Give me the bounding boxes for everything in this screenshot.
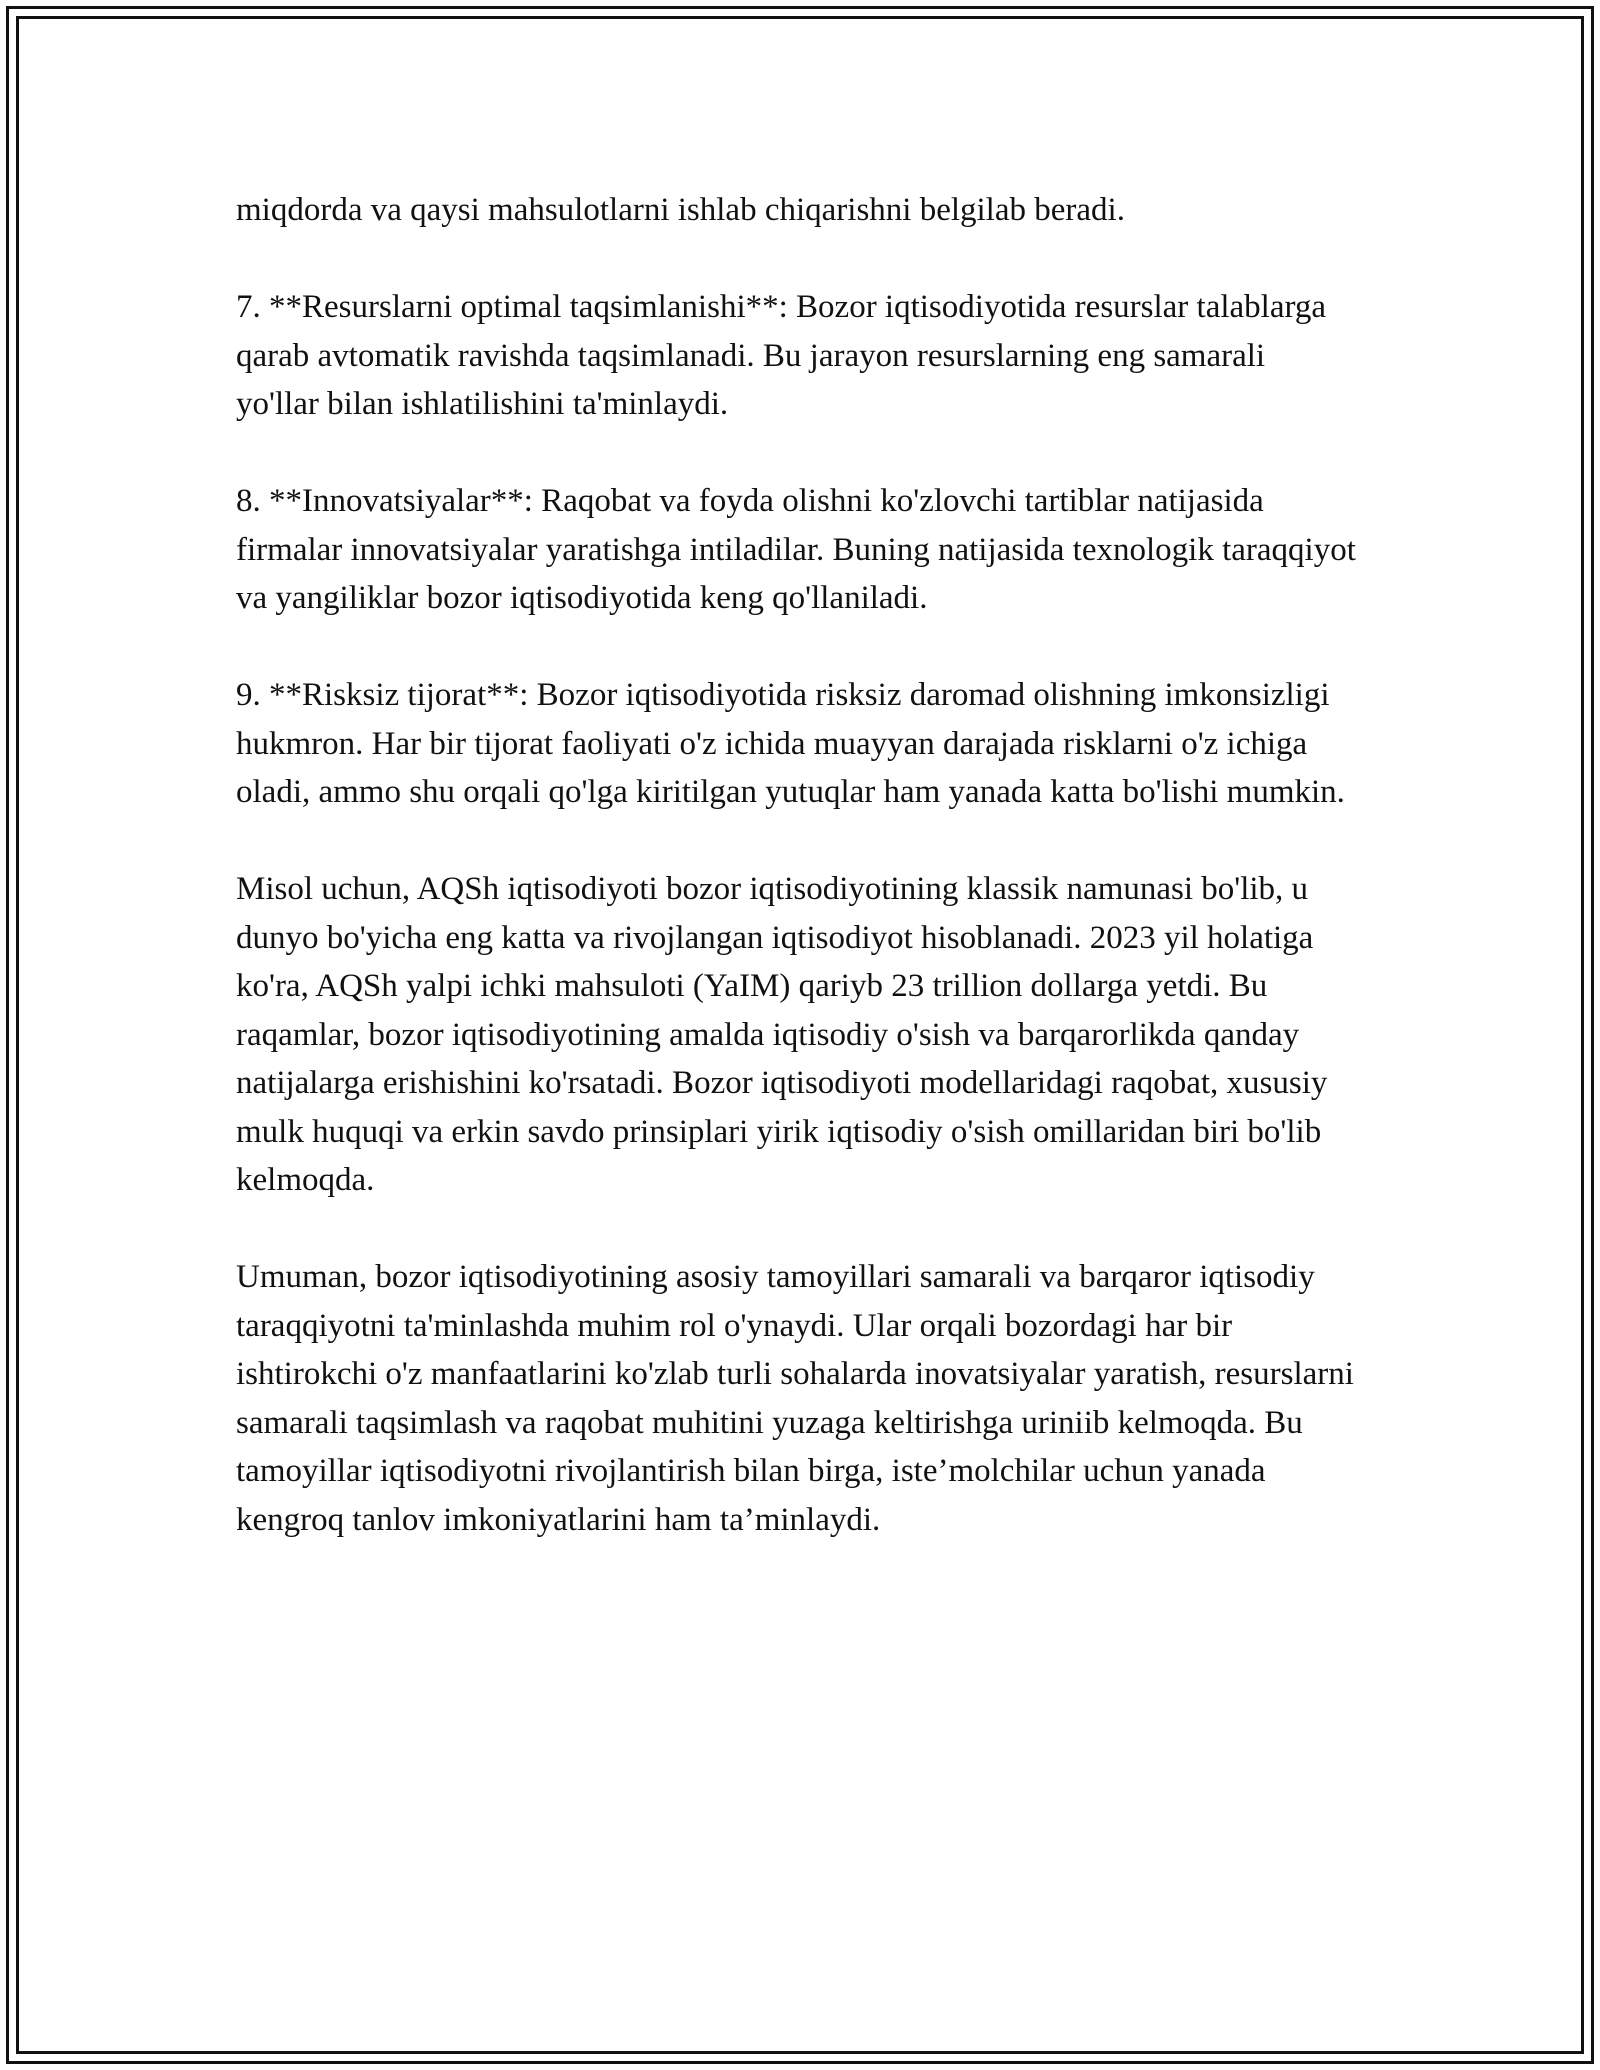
document-body	[236, 186, 1365, 1593]
paragraph-usa-example: Misol uchun, AQSh iqtisodiyoti bozor iqtisodiyotining klassik namunasi bo'lib, u dunyo bo'yicha eng katta va rivojlangan iqtisodiyot hisoblanadi. 2023 yil holatiga ko'ra, AQSh yalpi ichki mahsuloti (YaIM) qariyb 23 trillion dollarga yetdi. Bu raqamlar, bozor iqtisodiyotining amalda iqtisodiy o'sish va barqarorlikda qanday natijalarga erishishini ko'rsatadi. Bozor iqtisodiyoti modellaridagi raqobat, xususiy mulk huquqi va erkin savdo prinsiplari yirik iqtisodiy o'sish omillaridan biri bo'lib kelmoqda.	[236, 871, 1336, 1198]
paragraph-continuation: miqdorda va qaysi mahsulotlarni ishlab chiqarishni belgilab beradi.	[236, 192, 1125, 228]
paragraph-item-8-innovations: 8. **Innovatsiyalar**: Raqobat va foyda olishni ko'zlovchi tartiblar natijasida firmalar innovatsiyalar yaratishga intiladilar. Buning natijasida texnologik taraqqiyot va yangiliklar bozor iqtisodiyotida keng qo'llaniladi.	[236, 483, 1365, 616]
paragraph-conclusion: Umuman, bozor iqtisodiyotining asosiy tamoyillari samarali va barqaror iqtisodiy taraqqiyotni ta'minlashda muhim rol o'ynaydi. Ular orqali bozordagi har bir ishtirokchi o'z manfaatlarini ko'zlab turli sohalarda inovatsiyalar yaratish, resurslarni samarali taqsimlash va raqobat muhitini yuzaga keltirishga uriniib kelmoqda. Bu tamoyillar iqtisodiyotni rivojlantirish bilan birga, iste’molchilar uchun yanada kengroq tanlov imkoniyatlarini ham ta’minlaydi.	[236, 1259, 1363, 1538]
paragraph-item-9-risk-free-trade: 9. **Risksiz tijorat**: Bozor iqtisodiyotida risksiz daromad olishning imkonsizligi hukmron. Har bir tijorat faoliyati o'z ichida muayyan darajada risklarni o'z ichiga oladi, ammo shu orqali qo'lga kiritilgan yutuqlar ham yanada katta bo'lishi mumkin.	[236, 677, 1345, 810]
paragraph-item-7-resource-allocation: 7. **Resurslarni optimal taqsimlanishi**: Bozor iqtisodiyotida resurslar talablarga qarab avtomatik ravishda taqsimlanadi. Bu jarayon resurslarning eng samarali yo'llar bilan ishlatilishini ta'minlaydi.	[236, 289, 1335, 422]
